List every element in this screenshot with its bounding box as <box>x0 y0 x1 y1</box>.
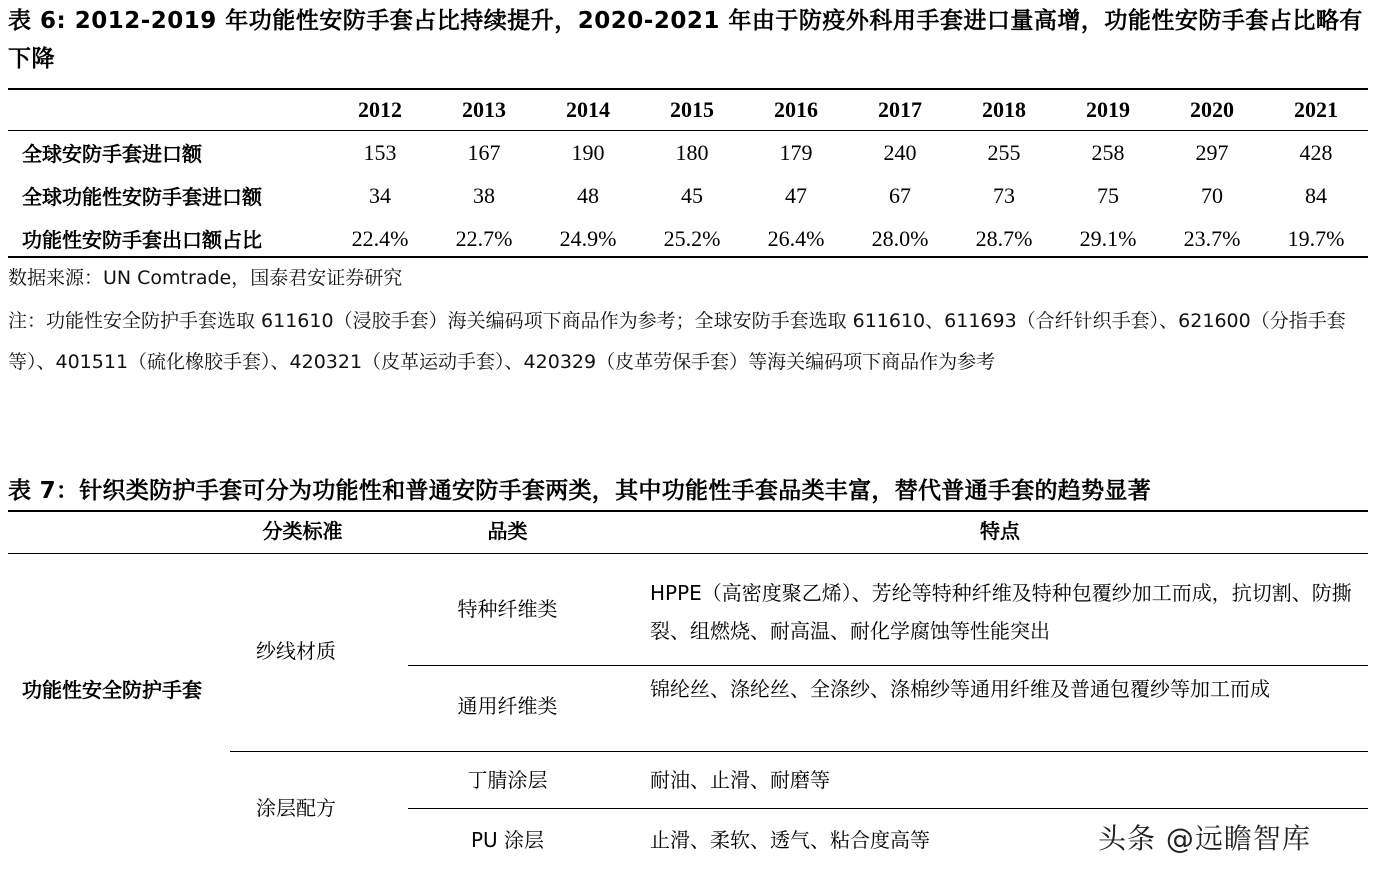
table-cell: 297 <box>1160 131 1264 175</box>
features-cell: 止滑、柔软、透气、粘合度高等 <box>650 828 930 852</box>
table-cell: 67 <box>889 182 911 208</box>
table-cell: 70 <box>1201 182 1223 208</box>
table-cell: 23.7% <box>1183 225 1241 251</box>
category-header: 品类 <box>487 519 528 543</box>
table6-title: 表 6: 2012-2019 年功能性安防手套占比持续提升，2020-2021 年由于防疫外科用手套进口量高增，功能性安防手套占比略有下降 <box>8 8 1363 72</box>
table-cell: 428 <box>1264 131 1368 175</box>
table-cell: 48 <box>577 182 599 208</box>
table-row <box>8 131 1368 175</box>
year-header: 2015 <box>670 97 714 122</box>
year-header: 2021 <box>1294 97 1338 122</box>
year-header: 2013 <box>462 97 506 122</box>
criteria-coating: 涂层配方 <box>256 796 336 820</box>
year-header: 2012 <box>358 97 402 122</box>
category-cell: 特种纤维类 <box>457 597 558 621</box>
watermark: 头条 @远瞻智库 <box>1098 822 1311 855</box>
table-cell: 34 <box>369 182 391 208</box>
table-cell: 26.4% <box>767 225 825 251</box>
table6-header-row <box>8 90 1368 131</box>
table-cell: 19.7% <box>1287 225 1345 251</box>
criteria-header: 分类标准 <box>262 519 343 543</box>
table-cell: 190 <box>536 131 640 175</box>
row-label: 功能性安防手套出口额占比 <box>22 228 262 252</box>
table-cell: 73 <box>993 182 1015 208</box>
category-cell: 通用纤维类 <box>457 694 558 718</box>
table-cell: 179 <box>744 131 848 175</box>
table-cell: 22.4% <box>351 225 409 251</box>
table6 <box>8 90 1368 260</box>
table-row <box>8 174 1368 217</box>
table-cell: 240 <box>848 131 952 175</box>
row-label: 全球功能性安防手套进口额 <box>22 185 262 209</box>
row-divider <box>408 808 1368 809</box>
table-cell: 84 <box>1305 182 1327 208</box>
table-cell: 255 <box>952 131 1056 175</box>
table-cell: 29.1% <box>1079 225 1137 251</box>
year-header: 2017 <box>878 97 922 122</box>
table-cell: 153 <box>328 131 432 175</box>
year-header: 2016 <box>774 97 818 122</box>
category-cell: PU 涂层 <box>470 828 545 852</box>
year-header: 2019 <box>1086 97 1130 122</box>
table-cell: 28.7% <box>975 225 1033 251</box>
table-cell: 258 <box>1056 131 1160 175</box>
table-cell: 47 <box>785 182 807 208</box>
table6-note: 注：功能性安全防护手套选取 611610（浸胶手套）海关编码项下商品作为参考；全球安防手套选取 611610、611693（合纤针织手套）、621600（分指手套等）、401511（硫化橡胶手套）、420321（皮革运动手套）、420329（皮革劳保手套）等海关编码项下商品作为参考 <box>8 310 1346 373</box>
criteria-yarn: 纱线材质 <box>256 639 336 663</box>
features-header: 特点 <box>980 519 1020 543</box>
table-cell: 38 <box>473 182 495 208</box>
table7-title: 表 7：针织类防护手套可分为功能性和普通安防手套两类，其中功能性手套品类丰富，替代普通手套的趋势显著 <box>8 478 1152 504</box>
table-cell: 24.9% <box>559 225 617 251</box>
row-label: 全球安防手套进口额 <box>8 131 328 175</box>
year-header: 2018 <box>982 97 1026 122</box>
table-row <box>8 217 1368 260</box>
table-cell: 25.2% <box>663 225 721 251</box>
year-header: 2014 <box>566 97 610 122</box>
group-label: 功能性安全防护手套 <box>22 678 202 702</box>
features-cell: 锦纶丝、涤纶丝、全涤纱、涤棉纱等通用纤维及普通包覆纱等加工而成 <box>650 677 1270 701</box>
table7-header-rule <box>8 553 1368 554</box>
table-cell: 22.7% <box>455 225 513 251</box>
row-divider <box>408 665 1368 666</box>
year-header: 2020 <box>1190 97 1234 122</box>
table-cell: 167 <box>432 131 536 175</box>
table-cell: 75 <box>1097 182 1119 208</box>
table-cell: 28.0% <box>871 225 929 251</box>
row-divider <box>230 751 1368 752</box>
table-cell: 180 <box>640 131 744 175</box>
features-cell: HPPE（高密度聚乙烯）、芳纶等特种纤维及特种包覆纱加工而成，抗切割、防撕裂、组燃烧、耐高温、耐化学腐蚀等性能突出 <box>650 581 1352 643</box>
category-cell: 丁腈涂层 <box>467 768 548 792</box>
table6-source: 数据来源：UN Comtrade，国泰君安证券研究 <box>8 267 403 289</box>
table-cell: 45 <box>681 182 703 208</box>
features-cell: 耐油、止滑、耐磨等 <box>650 768 830 792</box>
